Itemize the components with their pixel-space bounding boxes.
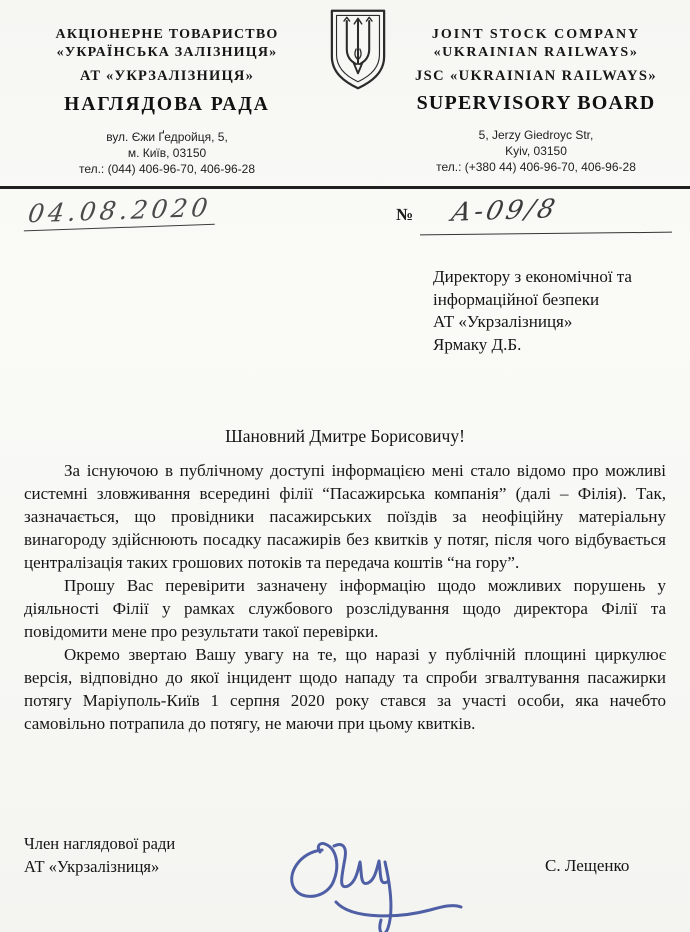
letterhead bbox=[0, 0, 690, 177]
number-underline bbox=[420, 232, 672, 236]
org-name-en-line2: «UKRAINIAN RAILWAYS» bbox=[433, 45, 639, 60]
address-uk-street: вул. Єжи Ґедройця, 5, bbox=[106, 130, 228, 144]
handwritten-signature bbox=[278, 828, 488, 932]
handwritten-date: 04.08.2020 bbox=[24, 193, 220, 232]
board-title-en: SUPERVISORY BOARD bbox=[416, 92, 656, 114]
signer-position-block bbox=[24, 832, 175, 878]
letterhead-ukrainian bbox=[0, 26, 320, 177]
number-sign-label: № bbox=[396, 205, 414, 224]
address-en-street: 5, Jerzy Giedroyc Str, bbox=[478, 128, 594, 142]
board-title-uk: НАГЛЯДОВА РАДА bbox=[64, 94, 270, 115]
org-name-line2: «УКРАЇНСЬКА ЗАЛІЗНИЦЯ» bbox=[56, 45, 278, 60]
org-name-en-line1: JOINT STOCK COMPANY bbox=[431, 27, 641, 42]
signer-position-line2: АТ «Укрзалізниця» bbox=[24, 857, 160, 876]
body-paragraph-2: Прошу Вас перевірити зазначену інформацію щодо можливих порушень у діяльності Філії у рамках службового розслідування щодо директора Філії та повідомити мене про результати такої перевірки. bbox=[24, 576, 666, 641]
letterhead-english bbox=[396, 26, 676, 175]
ukraine-trident-icon bbox=[325, 8, 391, 92]
handwritten-number: А-09/8 bbox=[448, 194, 561, 228]
address-en-phone: тел.: (+380 44) 406-96-70, 406-96-28 bbox=[436, 160, 636, 174]
letterhead-divider bbox=[0, 186, 690, 189]
org-name-line1: АКЦІОНЕРНЕ ТОВАРИСТВО bbox=[55, 27, 279, 42]
address-uk-city: м. Київ, 03150 bbox=[127, 146, 207, 160]
letter-body bbox=[24, 459, 666, 735]
address-en-city: Kyiv, 03150 bbox=[505, 144, 567, 158]
addressee-line: АТ «Укрзалізниця» bbox=[433, 312, 573, 331]
body-paragraph-1: За існуючою в публічному доступі інформацією мені стало відомо про можливі системні зловживання всередині філії “Пасажирська компанія” (далі – Філія). Так, зазначається, що провідники пасажирських поїздів за неофіційну матеріальну винагороду здійснюють посадку пасажирів без квитків у потяг, після чого відбувається централізація таких грошових потоків та передача коштів “на гору”. bbox=[24, 461, 666, 572]
addressee-block bbox=[433, 266, 632, 356]
address-uk-phone: тел.: (044) 406-96-70, 406-96-28 bbox=[78, 162, 256, 176]
addressee-line: інформаційної безпеки bbox=[433, 289, 600, 309]
address-uk bbox=[14, 129, 320, 177]
body-paragraph-3: Окремо звертаю Вашу увагу на те, що наразі у публічній площині циркулює версія, відповідно до якої інцидент щодо нападу та спроби згвалтування пасажирки потягу Маріуполь-Київ 1 серпня 2020 року стався за участі особи, яка начебто самовільно потрапила до потягу, не маючи при цьому квитків. bbox=[24, 645, 666, 733]
org-abbrev: АТ «УКРЗАЛІЗНИЦЯ» bbox=[79, 68, 255, 84]
addressee-line: Директору з економічної та bbox=[433, 267, 632, 286]
signer-position-line1: Член наглядової ради bbox=[24, 834, 176, 853]
date-field bbox=[25, 193, 217, 232]
emblem-container bbox=[320, 0, 396, 92]
address-en bbox=[396, 127, 676, 175]
org-abbrev-en: JSC «UKRAINIAN RAILWAYS» bbox=[414, 68, 658, 84]
addressee-line: Ярмаку Д.Б. bbox=[433, 334, 522, 354]
signer-name: С. Лещенко bbox=[545, 856, 630, 875]
salutation: Шановний Дмитре Борисовичу! bbox=[225, 426, 465, 446]
